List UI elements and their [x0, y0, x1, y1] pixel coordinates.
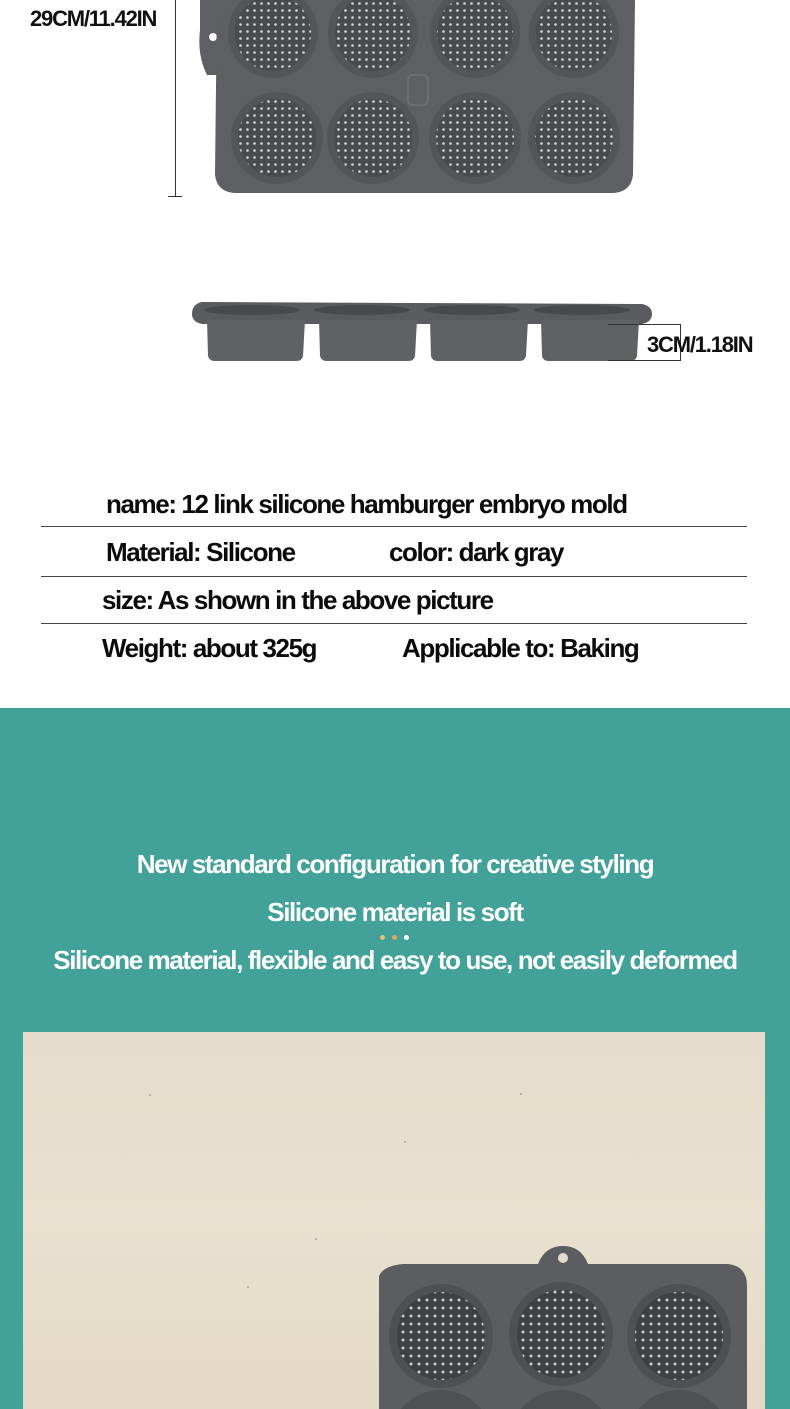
- spec-divider: [41, 576, 747, 577]
- feature-subhead: Silicone material is soft: [267, 897, 523, 927]
- decorative-dot: [392, 935, 397, 940]
- spec-size: size: As shown in the above picture: [102, 585, 493, 615]
- mold-side-view-image: [190, 298, 655, 364]
- decorative-dot: [404, 935, 409, 940]
- decorative-dot: [380, 935, 385, 940]
- spec-divider: [41, 623, 747, 624]
- spec-name: name: 12 link silicone hamburger embryo mold: [106, 489, 627, 519]
- spec-divider: [41, 526, 747, 527]
- spec-weight: Weight: about 325g: [102, 633, 317, 663]
- product-photo: [23, 1032, 765, 1409]
- height-dimension-label: 3CM/1.18IN: [647, 332, 753, 357]
- feature-description: Silicone material, flexible and easy to use, not easily deformed: [53, 945, 737, 975]
- length-dimension-label: 29CM/11.42IN: [30, 6, 157, 31]
- height-dimension-bottom-line: [608, 360, 680, 361]
- height-dimension-top-line: [608, 324, 680, 325]
- spec-applicable: Applicable to: Baking: [402, 633, 639, 663]
- mold-top-view-image: [195, 0, 640, 200]
- spec-color: color: dark gray: [389, 537, 564, 567]
- spec-material: Material: Silicone: [106, 537, 295, 567]
- mold-photo-image: [23, 1032, 765, 1409]
- length-dimension-tick: [168, 196, 182, 197]
- feature-headline: New standard configuration for creative styling: [136, 849, 654, 879]
- length-dimension-line: [175, 0, 176, 197]
